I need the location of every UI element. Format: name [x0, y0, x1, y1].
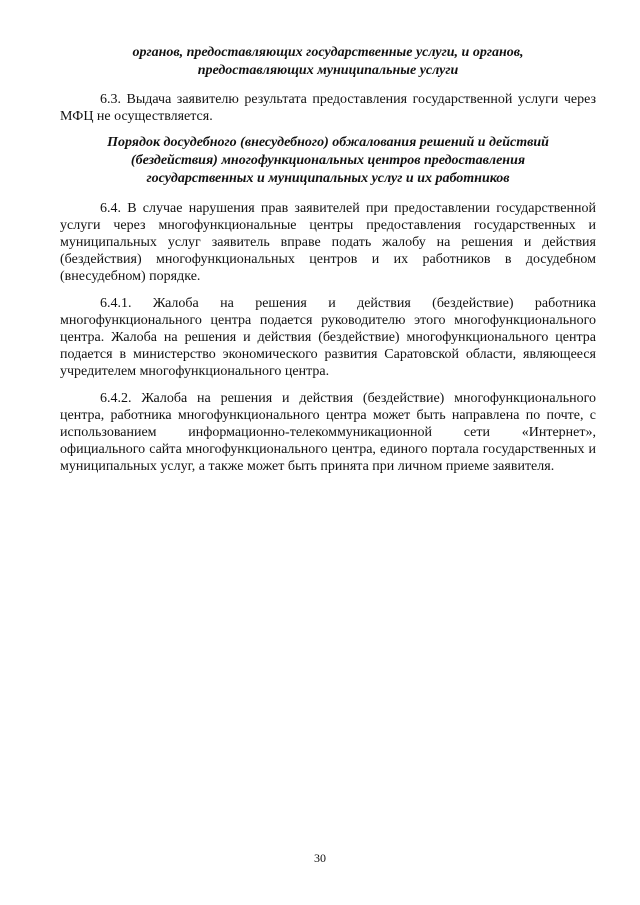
paragraph-6-4-2: 6.4.2. Жалоба на решения и действия (бездействие) многофункционального центра, работника многофункционального центра может быть направлена по почте, с использованием информационно-телекоммуникационной сети «Интернет», официального сайта многофункционального центра, единого портала государственных и муниципальных услуг, а также может быть принята при личном приеме заявителя. [60, 391, 596, 474]
page-number: 30 [314, 851, 326, 865]
paragraph-6-4: 6.4. В случае нарушения прав заявителей при предоставлении государственной услуги через многофункциональные центры предоставления государственных и муниципальных услуг заявитель вправе подать жалобу на решения и действия (бездействия) многофункциональных центров и их работников в досудебном (внесудебном) порядке. [60, 201, 596, 284]
section-heading-appeal [60, 134, 596, 188]
document-page [60, 44, 596, 475]
paragraph-6-4-1: 6.4.1. Жалоба на решения и действия (бездействие) работника многофункционального центра подается руководителю этого многофункционального центра. Жалоба на решения и действия (бездействие) многофункционального центра подается в министерство экономического развития Саратовской области, являющееся учредителем многофункционального центра. [60, 296, 596, 379]
heading-line: Порядок досудебного (внесудебного) обжалования решений и действий [107, 135, 549, 150]
heading-line: государственных и муниципальных услуг и их работников [146, 171, 510, 186]
heading-line: предоставляющих муниципальные услуги [197, 63, 459, 78]
heading-line: органов, предоставляющих государственные услуги, и органов, [132, 45, 524, 60]
paragraph-6-3: 6.3. Выдача заявителю результата предоставления государственной услуги через МФЦ не осуществляется. [60, 92, 596, 124]
heading-line: (бездействия) многофункциональных центров предоставления [130, 153, 526, 168]
section-heading-continued [60, 44, 596, 80]
